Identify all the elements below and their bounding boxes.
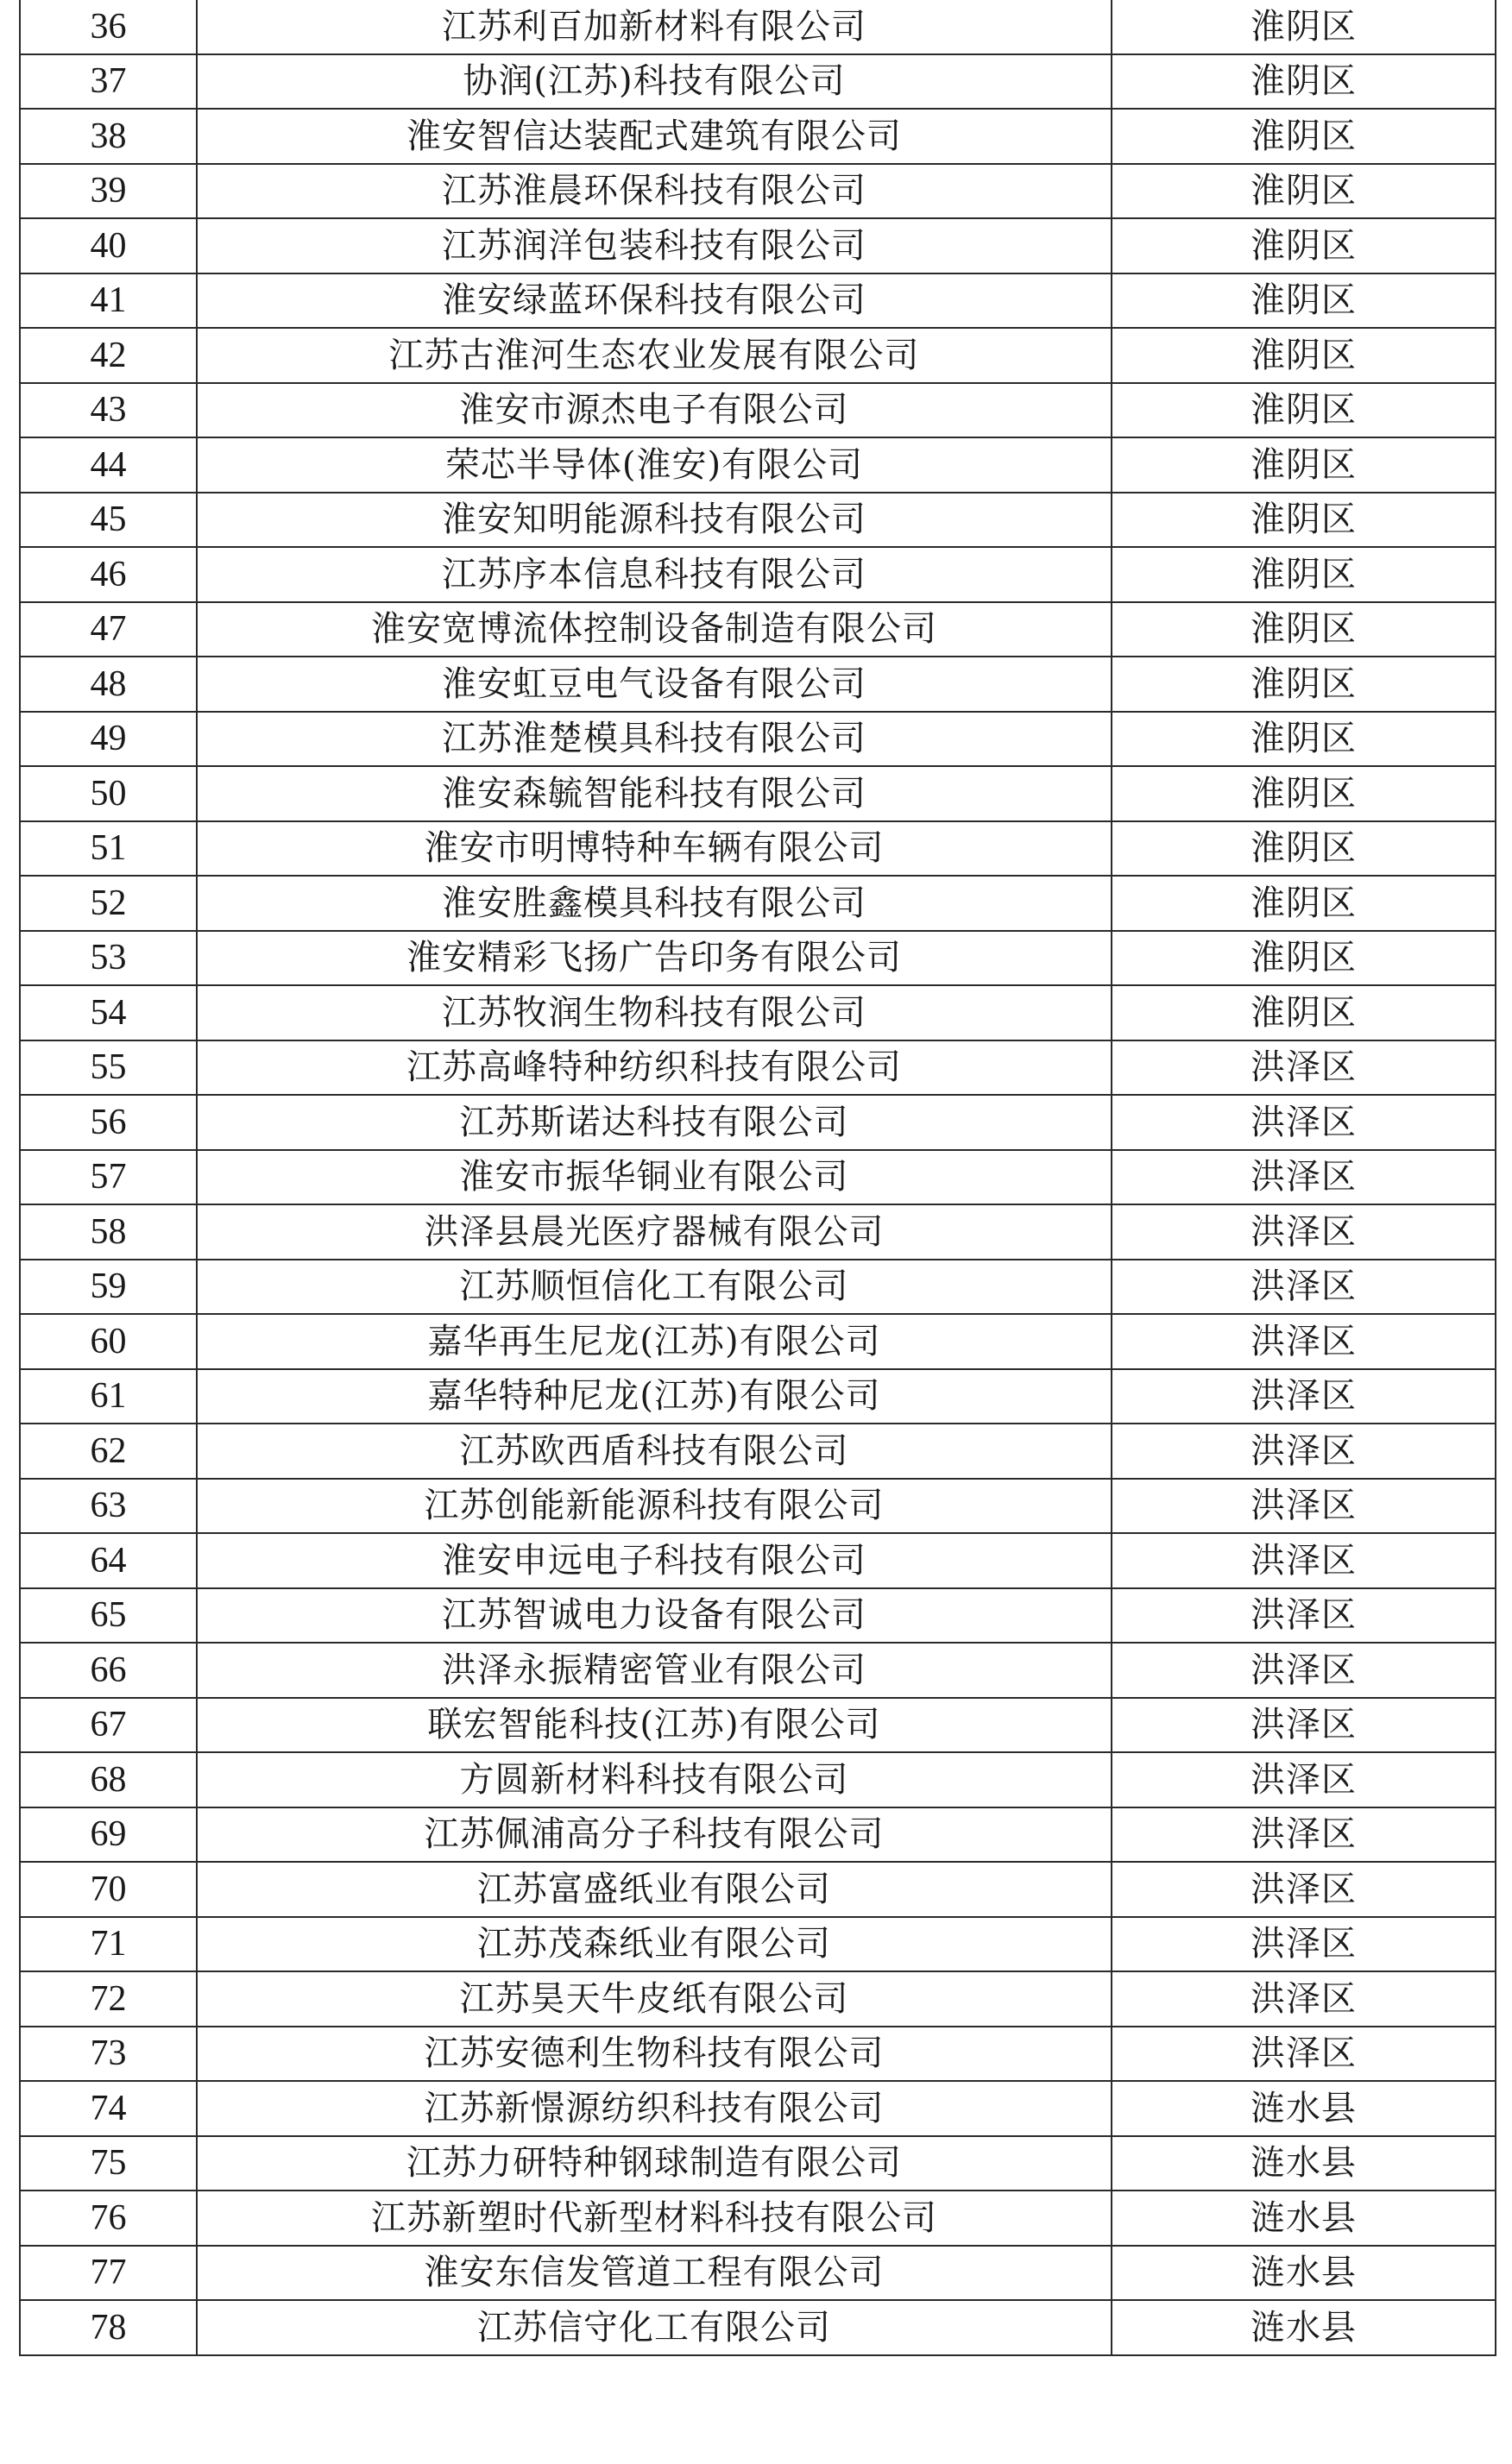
district-cell: 淮阴区: [1112, 383, 1496, 438]
row-number: 72: [20, 1971, 197, 2027]
table-row: [20, 2081, 1496, 2136]
table-row: [20, 985, 1496, 1040]
row-number: 43: [20, 383, 197, 438]
district-cell: 洪泽区: [1112, 1260, 1496, 1315]
table-row: [20, 2136, 1496, 2191]
table-row: [20, 1971, 1496, 2027]
table-row: [20, 766, 1496, 821]
table-body: [20, 0, 1496, 2355]
company-name-cell: 协润(江苏)科技有限公司: [197, 54, 1112, 110]
company-name-cell: 江苏牧润生物科技有限公司: [197, 985, 1112, 1040]
row-number: 54: [20, 985, 197, 1040]
district-cell: 洪泽区: [1112, 1917, 1496, 1972]
table-row: [20, 2300, 1496, 2355]
district-cell: 洪泽区: [1112, 1095, 1496, 1150]
district-cell: 洪泽区: [1112, 2027, 1496, 2082]
table-row: [20, 437, 1496, 493]
company-name-cell: 江苏高峰特种纺织科技有限公司: [197, 1040, 1112, 1096]
company-name-cell: 洪泽永振精密管业有限公司: [197, 1643, 1112, 1698]
company-name-cell: 荣芯半导体(淮安)有限公司: [197, 437, 1112, 493]
row-number: 65: [20, 1588, 197, 1644]
company-name-cell: 江苏昊天牛皮纸有限公司: [197, 1971, 1112, 2027]
row-number: 44: [20, 437, 197, 493]
district-cell: 洪泽区: [1112, 1314, 1496, 1369]
company-name-cell: 江苏安德利生物科技有限公司: [197, 2027, 1112, 2082]
company-name-cell: 江苏润洋包装科技有限公司: [197, 218, 1112, 273]
company-name-cell: 淮安市源杰电子有限公司: [197, 383, 1112, 438]
table-row: [20, 0, 1496, 54]
company-name-cell: 江苏创能新能源科技有限公司: [197, 1479, 1112, 1534]
district-cell: 涟水县: [1112, 2136, 1496, 2191]
company-name-cell: 淮安绿蓝环保科技有限公司: [197, 273, 1112, 329]
table-row: [20, 1862, 1496, 1917]
table-row: [20, 1479, 1496, 1534]
table-row: [20, 1643, 1496, 1698]
company-name-cell: 淮安森毓智能科技有限公司: [197, 766, 1112, 821]
district-cell: 涟水县: [1112, 2246, 1496, 2301]
district-cell: 洪泽区: [1112, 1040, 1496, 1096]
company-name-cell: 江苏佩浦高分子科技有限公司: [197, 1807, 1112, 1863]
row-number: 69: [20, 1807, 197, 1863]
district-cell: 淮阴区: [1112, 218, 1496, 273]
district-cell: 淮阴区: [1112, 0, 1496, 54]
company-name-cell: 江苏古淮河生态农业发展有限公司: [197, 328, 1112, 383]
row-number: 39: [20, 164, 197, 219]
row-number: 75: [20, 2136, 197, 2191]
district-cell: 淮阴区: [1112, 437, 1496, 493]
table-row: [20, 1533, 1496, 1588]
row-number: 42: [20, 328, 197, 383]
row-number: 76: [20, 2191, 197, 2246]
company-name-cell: 联宏智能科技(江苏)有限公司: [197, 1698, 1112, 1753]
table-row: [20, 1150, 1496, 1205]
table-row: [20, 1698, 1496, 1753]
table-row: [20, 1917, 1496, 1972]
district-cell: 洪泽区: [1112, 1533, 1496, 1588]
company-list-table: [19, 0, 1496, 2356]
row-number: 66: [20, 1643, 197, 1698]
district-cell: 洪泽区: [1112, 1807, 1496, 1863]
row-number: 47: [20, 602, 197, 657]
row-number: 61: [20, 1369, 197, 1424]
row-number: 49: [20, 712, 197, 767]
table-row: [20, 1040, 1496, 1096]
row-number: 74: [20, 2081, 197, 2136]
table-row: [20, 602, 1496, 657]
row-number: 67: [20, 1698, 197, 1753]
company-name-cell: 洪泽县晨光医疗器械有限公司: [197, 1204, 1112, 1260]
row-number: 37: [20, 54, 197, 110]
table-row: [20, 1752, 1496, 1807]
district-cell: 淮阴区: [1112, 328, 1496, 383]
row-number: 57: [20, 1150, 197, 1205]
row-number: 58: [20, 1204, 197, 1260]
district-cell: 淮阴区: [1112, 493, 1496, 548]
company-name-cell: 江苏茂森纸业有限公司: [197, 1917, 1112, 1972]
district-cell: 洪泽区: [1112, 1204, 1496, 1260]
company-name-cell: 江苏利百加新材料有限公司: [197, 0, 1112, 54]
row-number: 68: [20, 1752, 197, 1807]
district-cell: 洪泽区: [1112, 1698, 1496, 1753]
table-row: [20, 54, 1496, 110]
table-row: [20, 876, 1496, 931]
table-row: [20, 383, 1496, 438]
company-name-cell: 江苏斯诺达科技有限公司: [197, 1095, 1112, 1150]
row-number: 71: [20, 1917, 197, 1972]
row-number: 40: [20, 218, 197, 273]
district-cell: 淮阴区: [1112, 109, 1496, 164]
company-name-cell: 淮安东信发管道工程有限公司: [197, 2246, 1112, 2301]
district-cell: 淮阴区: [1112, 821, 1496, 877]
row-number: 62: [20, 1424, 197, 1479]
table-row: [20, 657, 1496, 712]
district-cell: 洪泽区: [1112, 1424, 1496, 1479]
company-name-cell: 嘉华再生尼龙(江苏)有限公司: [197, 1314, 1112, 1369]
table-row: [20, 493, 1496, 548]
row-number: 50: [20, 766, 197, 821]
company-name-cell: 江苏新塑时代新型材料科技有限公司: [197, 2191, 1112, 2246]
table-row: [20, 2191, 1496, 2246]
row-number: 41: [20, 273, 197, 329]
company-name-cell: 江苏序本信息科技有限公司: [197, 547, 1112, 602]
table-row: [20, 109, 1496, 164]
company-name-cell: 江苏淮晨环保科技有限公司: [197, 164, 1112, 219]
district-cell: 淮阴区: [1112, 931, 1496, 986]
district-cell: 淮阴区: [1112, 602, 1496, 657]
district-cell: 淮阴区: [1112, 547, 1496, 602]
row-number: 60: [20, 1314, 197, 1369]
row-number: 36: [20, 0, 197, 54]
table-row: [20, 1314, 1496, 1369]
company-name-cell: 江苏力研特种钢球制造有限公司: [197, 2136, 1112, 2191]
company-name-cell: 淮安精彩飞扬广告印务有限公司: [197, 931, 1112, 986]
row-number: 48: [20, 657, 197, 712]
district-cell: 淮阴区: [1112, 985, 1496, 1040]
table-row: [20, 328, 1496, 383]
row-number: 55: [20, 1040, 197, 1096]
district-cell: 涟水县: [1112, 2081, 1496, 2136]
row-number: 46: [20, 547, 197, 602]
company-name-cell: 江苏淮楚模具科技有限公司: [197, 712, 1112, 767]
company-name-cell: 江苏富盛纸业有限公司: [197, 1862, 1112, 1917]
row-number: 63: [20, 1479, 197, 1534]
company-name-cell: 淮安胜鑫模具科技有限公司: [197, 876, 1112, 931]
row-number: 77: [20, 2246, 197, 2301]
table-row: [20, 1095, 1496, 1150]
document-page: [19, 0, 1495, 2356]
row-number: 45: [20, 493, 197, 548]
row-number: 70: [20, 1862, 197, 1917]
company-name-cell: 江苏智诚电力设备有限公司: [197, 1588, 1112, 1644]
table-row: [20, 218, 1496, 273]
row-number: 38: [20, 109, 197, 164]
table-row: [20, 1424, 1496, 1479]
district-cell: 洪泽区: [1112, 1752, 1496, 1807]
company-name-cell: 淮安知明能源科技有限公司: [197, 493, 1112, 548]
company-name-cell: 淮安虹豆电气设备有限公司: [197, 657, 1112, 712]
row-number: 51: [20, 821, 197, 877]
table-row: [20, 821, 1496, 877]
district-cell: 淮阴区: [1112, 766, 1496, 821]
table-row: [20, 164, 1496, 219]
company-name-cell: 嘉华特种尼龙(江苏)有限公司: [197, 1369, 1112, 1424]
table-row: [20, 273, 1496, 329]
district-cell: 淮阴区: [1112, 164, 1496, 219]
row-number: 59: [20, 1260, 197, 1315]
table-row: [20, 1260, 1496, 1315]
company-name-cell: 淮安申远电子科技有限公司: [197, 1533, 1112, 1588]
district-cell: 洪泽区: [1112, 1588, 1496, 1644]
table-row: [20, 931, 1496, 986]
row-number: 56: [20, 1095, 197, 1150]
company-name-cell: 江苏顺恒信化工有限公司: [197, 1260, 1112, 1315]
district-cell: 涟水县: [1112, 2300, 1496, 2355]
district-cell: 洪泽区: [1112, 1971, 1496, 2027]
company-name-cell: 江苏欧西盾科技有限公司: [197, 1424, 1112, 1479]
district-cell: 淮阴区: [1112, 273, 1496, 329]
row-number: 53: [20, 931, 197, 986]
table-row: [20, 2246, 1496, 2301]
district-cell: 洪泽区: [1112, 1479, 1496, 1534]
row-number: 52: [20, 876, 197, 931]
district-cell: 洪泽区: [1112, 1643, 1496, 1698]
table-row: [20, 1369, 1496, 1424]
district-cell: 淮阴区: [1112, 657, 1496, 712]
row-number: 64: [20, 1533, 197, 1588]
company-name-cell: 淮安市明博特种车辆有限公司: [197, 821, 1112, 877]
row-number: 78: [20, 2300, 197, 2355]
table-row: [20, 712, 1496, 767]
district-cell: 洪泽区: [1112, 1150, 1496, 1205]
district-cell: 洪泽区: [1112, 1862, 1496, 1917]
table-row: [20, 2027, 1496, 2082]
row-number: 73: [20, 2027, 197, 2082]
district-cell: 淮阴区: [1112, 876, 1496, 931]
company-name-cell: 淮安宽博流体控制设备制造有限公司: [197, 602, 1112, 657]
district-cell: 洪泽区: [1112, 1369, 1496, 1424]
company-name-cell: 江苏信守化工有限公司: [197, 2300, 1112, 2355]
table-row: [20, 1204, 1496, 1260]
table-row: [20, 1807, 1496, 1863]
table-row: [20, 547, 1496, 602]
company-name-cell: 江苏新憬源纺织科技有限公司: [197, 2081, 1112, 2136]
district-cell: 淮阴区: [1112, 54, 1496, 110]
district-cell: 涟水县: [1112, 2191, 1496, 2246]
table-row: [20, 1588, 1496, 1644]
company-name-cell: 淮安智信达装配式建筑有限公司: [197, 109, 1112, 164]
company-name-cell: 淮安市振华铜业有限公司: [197, 1150, 1112, 1205]
company-name-cell: 方圆新材料科技有限公司: [197, 1752, 1112, 1807]
district-cell: 淮阴区: [1112, 712, 1496, 767]
